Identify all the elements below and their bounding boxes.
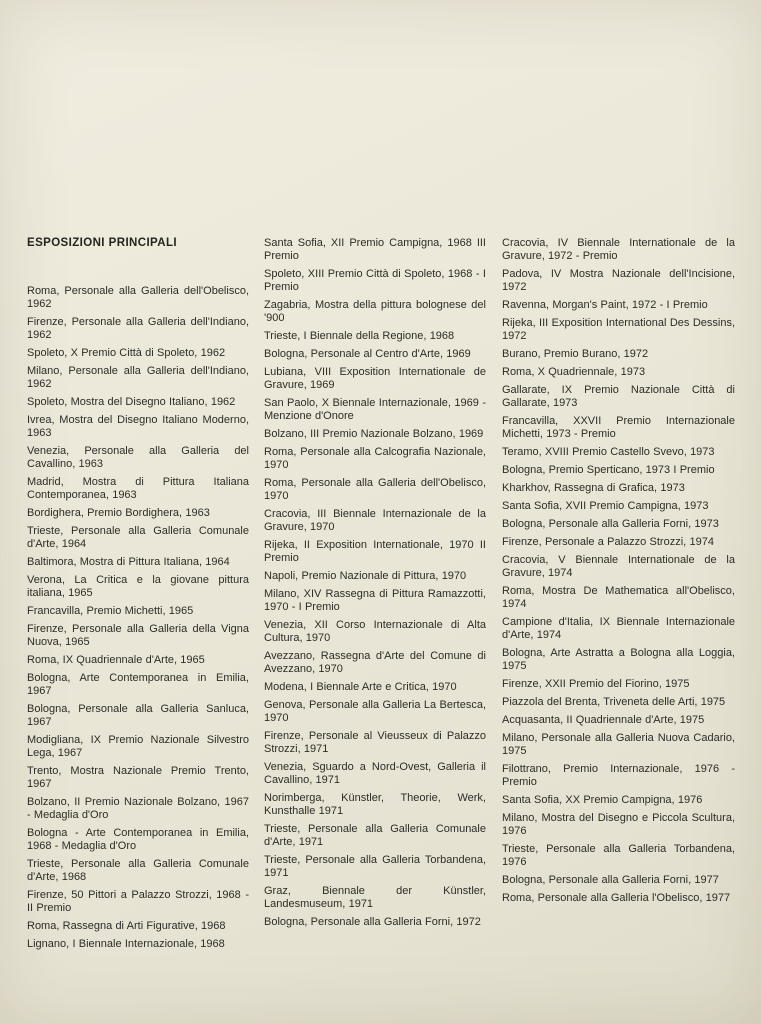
exhibition-entry: Firenze, Personale al Vieusseux di Palazzo Strozzi, 1971 [264,730,486,755]
exhibition-entry: Roma, Personale alla Galleria l'Obelisco, 1977 [502,892,731,904]
page-heading: ESPOSIZIONI PRINCIPALI [27,237,177,249]
exhibition-list-column-2 [264,237,486,929]
exhibition-entry: Ravenna, Morgan's Paint, 1972 - I Premio [502,299,708,311]
exhibition-entry: Verona, La Critica e la giovane pittura italiana, 1965 [27,574,249,599]
exhibition-entry: Genova, Personale alla Galleria La Bertesca, 1970 [264,699,486,724]
exhibition-entry: Bologna - Arte Contemporanea in Emilia, 1968 - Medaglia d'Oro [27,827,249,852]
exhibition-entry: Roma, Personale alla Galleria dell'Obelisco, 1970 [264,477,486,502]
exhibition-entry: Trieste, I Biennale della Regione, 1968 [264,330,455,342]
exhibition-entry: Padova, IV Mostra Nazionale dell'Incisione, 1972 [502,268,735,293]
exhibition-entry: Bordighera, Premio Bordighera, 1963 [27,507,210,519]
exhibition-entry: Rijeka, III Exposition International Des Dessins, 1972 [502,317,735,342]
exhibition-entry: Bolzano, III Premio Nazionale Bolzano, 1969 [264,428,484,440]
exhibition-entry: Venezia, Personale alla Galleria del Cavallino, 1963 [27,445,249,470]
exhibition-entry: Firenze, Personale a Palazzo Strozzi, 1974 [502,536,714,548]
exhibition-entry: Milano, Personale alla Galleria dell'Indiano, 1962 [27,365,249,390]
exhibition-entry: Santa Sofia, XII Premio Campigna, 1968 III Premio [264,237,486,262]
exhibition-entry: Lubiana, VIII Exposition Internationale de Gravure, 1969 [264,366,486,391]
exhibition-entry: Trento, Mostra Nazionale Premio Trento, 1967 [27,765,249,790]
exhibition-entry: Santa Sofia, XVII Premio Campigna, 1973 [502,500,709,512]
exhibition-entry: Roma, X Quadriennale, 1973 [502,366,646,378]
exhibition-entry: Spoleto, X Premio Città di Spoleto, 1962 [27,347,226,359]
column-1 [27,237,249,956]
exhibition-entry: Bologna, Premio Sperticano, 1973 I Premio [502,464,715,476]
exhibition-entry: Cracovia, III Biennale Internazionale de la Gravure, 1970 [264,508,486,533]
exhibition-entry: Ivrea, Mostra del Disegno Italiano Moderno, 1963 [27,414,249,439]
exhibition-entry: Milano, XIV Rassegna di Pittura Ramazzotti, 1970 - I Premio [264,588,486,613]
exhibition-entry: Firenze, 50 Pittori a Palazzo Strozzi, 1968 - II Premio [27,889,249,914]
exhibition-entry: Cracovia, V Biennale Internationale de la Gravure, 1974 [502,554,735,579]
exhibition-entry: Gallarate, IX Premio Nazionale Città di Gallarate, 1973 [502,384,735,409]
exhibition-entry: Graz, Biennale der Künstler, Landesmuseum, 1971 [264,885,486,910]
exhibition-entry: Bologna, Personale al Centro d'Arte, 1969 [264,348,471,360]
exhibition-entry: Bolzano, II Premio Nazionale Bolzano, 1967 - Medaglia d'Oro [27,796,249,821]
column-3 [502,237,735,910]
exhibition-entry: Roma, Personale alla Galleria dell'Obelisco, 1962 [27,285,249,310]
exhibition-entry: Trieste, Personale alla Galleria Torbandena, 1971 [264,854,486,879]
exhibition-entry: Venezia, Sguardo a Nord-Ovest, Galleria il Cavallino, 1971 [264,761,486,786]
exhibition-entry: Trieste, Personale alla Galleria Comunale d'Arte, 1971 [264,823,486,848]
exhibition-entry: Bologna, Arte Astratta a Bologna alla Loggia, 1975 [502,647,735,672]
exhibition-entry: Baltimora, Mostra di Pittura Italiana, 1964 [27,556,230,568]
exhibition-entry: Bologna, Personale alla Galleria Forni, 1977 [502,874,719,886]
exhibition-entry: Francavilla, XXVII Premio Internazionale Michetti, 1973 - Premio [502,415,735,440]
exhibition-list-column-1 [27,285,249,951]
exhibition-entry: Firenze, XXII Premio del Fiorino, 1975 [502,678,690,690]
exhibition-entry: Firenze, Personale alla Galleria della Vigna Nuova, 1965 [27,623,249,648]
exhibition-entry: Roma, IX Quadriennale d'Arte, 1965 [27,654,205,666]
exhibition-entry: Campione d'Italia, IX Biennale Internazionale d'Arte, 1974 [502,616,735,641]
exhibition-entry: Milano, Personale alla Galleria Nuova Cadario, 1975 [502,732,735,757]
exhibition-entry: Zagabria, Mostra della pittura bolognese del '900 [264,299,486,324]
exhibition-entry: Acquasanta, II Quadriennale d'Arte, 1975 [502,714,705,726]
exhibition-entry: Avezzano, Rassegna d'Arte del Comune di Avezzano, 1970 [264,650,486,675]
exhibition-entry: Norimberga, Künstler, Theorie, Werk, Kunsthalle 1971 [264,792,486,817]
exhibition-entry: Kharkhov, Rassegna di Grafica, 1973 [502,482,685,494]
exhibition-entry: Bologna, Arte Contemporanea in Emilia, 1967 [27,672,249,697]
exhibition-entry: Madrid, Mostra di Pittura Italiana Contemporanea, 1963 [27,476,249,501]
exhibition-entry: Teramo, XVIII Premio Castello Svevo, 1973 [502,446,715,458]
exhibition-entry: Roma, Mostra De Mathematica all'Obelisco, 1974 [502,585,735,610]
exhibition-entry: Spoleto, Mostra del Disegno Italiano, 1962 [27,396,236,408]
exhibition-entry: Venezia, XII Corso Internazionale di Alta Cultura, 1970 [264,619,486,644]
exhibition-entry: Spoleto, XIII Premio Città di Spoleto, 1968 - I Premio [264,268,486,293]
exhibition-entry: Bologna, Personale alla Galleria Forni, 1973 [502,518,719,530]
exhibition-entry: Trieste, Personale alla Galleria Torbandena, 1976 [502,843,735,868]
exhibition-entry: Santa Sofia, XX Premio Campigna, 1976 [502,794,703,806]
exhibition-list-column-3 [502,237,735,905]
exhibition-entry: Roma, Personale alla Calcografia Nazionale, 1970 [264,446,486,471]
exhibition-entry: Burano, Premio Burano, 1972 [502,348,649,360]
exhibition-entry: Rijeka, II Exposition Internationale, 1970 II Premio [264,539,486,564]
exhibition-entry: Francavilla, Premio Michetti, 1965 [27,605,194,617]
exhibition-entry: Trieste, Personale alla Galleria Comunale d'Arte, 1968 [27,858,249,883]
exhibition-entry: Piazzola del Brenta, Triveneta delle Arti, 1975 [502,696,726,708]
exhibition-entry: Modigliana, IX Premio Nazionale Silvestro Lega, 1967 [27,734,249,759]
exhibition-entry: Cracovia, IV Biennale Internationale de la Gravure, 1972 - Premio [502,237,735,262]
exhibition-entry: Roma, Rassegna di Arti Figurative, 1968 [27,920,226,932]
exhibition-entry: Modena, I Biennale Arte e Critica, 1970 [264,681,457,693]
exhibition-entry: Napoli, Premio Nazionale di Pittura, 1970 [264,570,467,582]
column-2 [264,237,486,934]
exhibition-entry: Bologna, Personale alla Galleria Forni, 1972 [264,916,481,928]
exhibition-entry: Trieste, Personale alla Galleria Comunale d'Arte, 1964 [27,525,249,550]
exhibition-entry: Bologna, Personale alla Galleria Sanluca, 1967 [27,703,249,728]
exhibition-entry: Milano, Mostra del Disegno e Piccola Scultura, 1976 [502,812,735,837]
exhibition-entry: San Paolo, X Biennale Internazionale, 1969 - Menzione d'Onore [264,397,486,422]
exhibition-entry: Filottrano, Premio Internazionale, 1976 - Premio [502,763,735,788]
exhibition-entry: Lignano, I Biennale Internazionale, 1968 [27,938,225,950]
exhibition-entry: Firenze, Personale alla Galleria dell'Indiano, 1962 [27,316,249,341]
